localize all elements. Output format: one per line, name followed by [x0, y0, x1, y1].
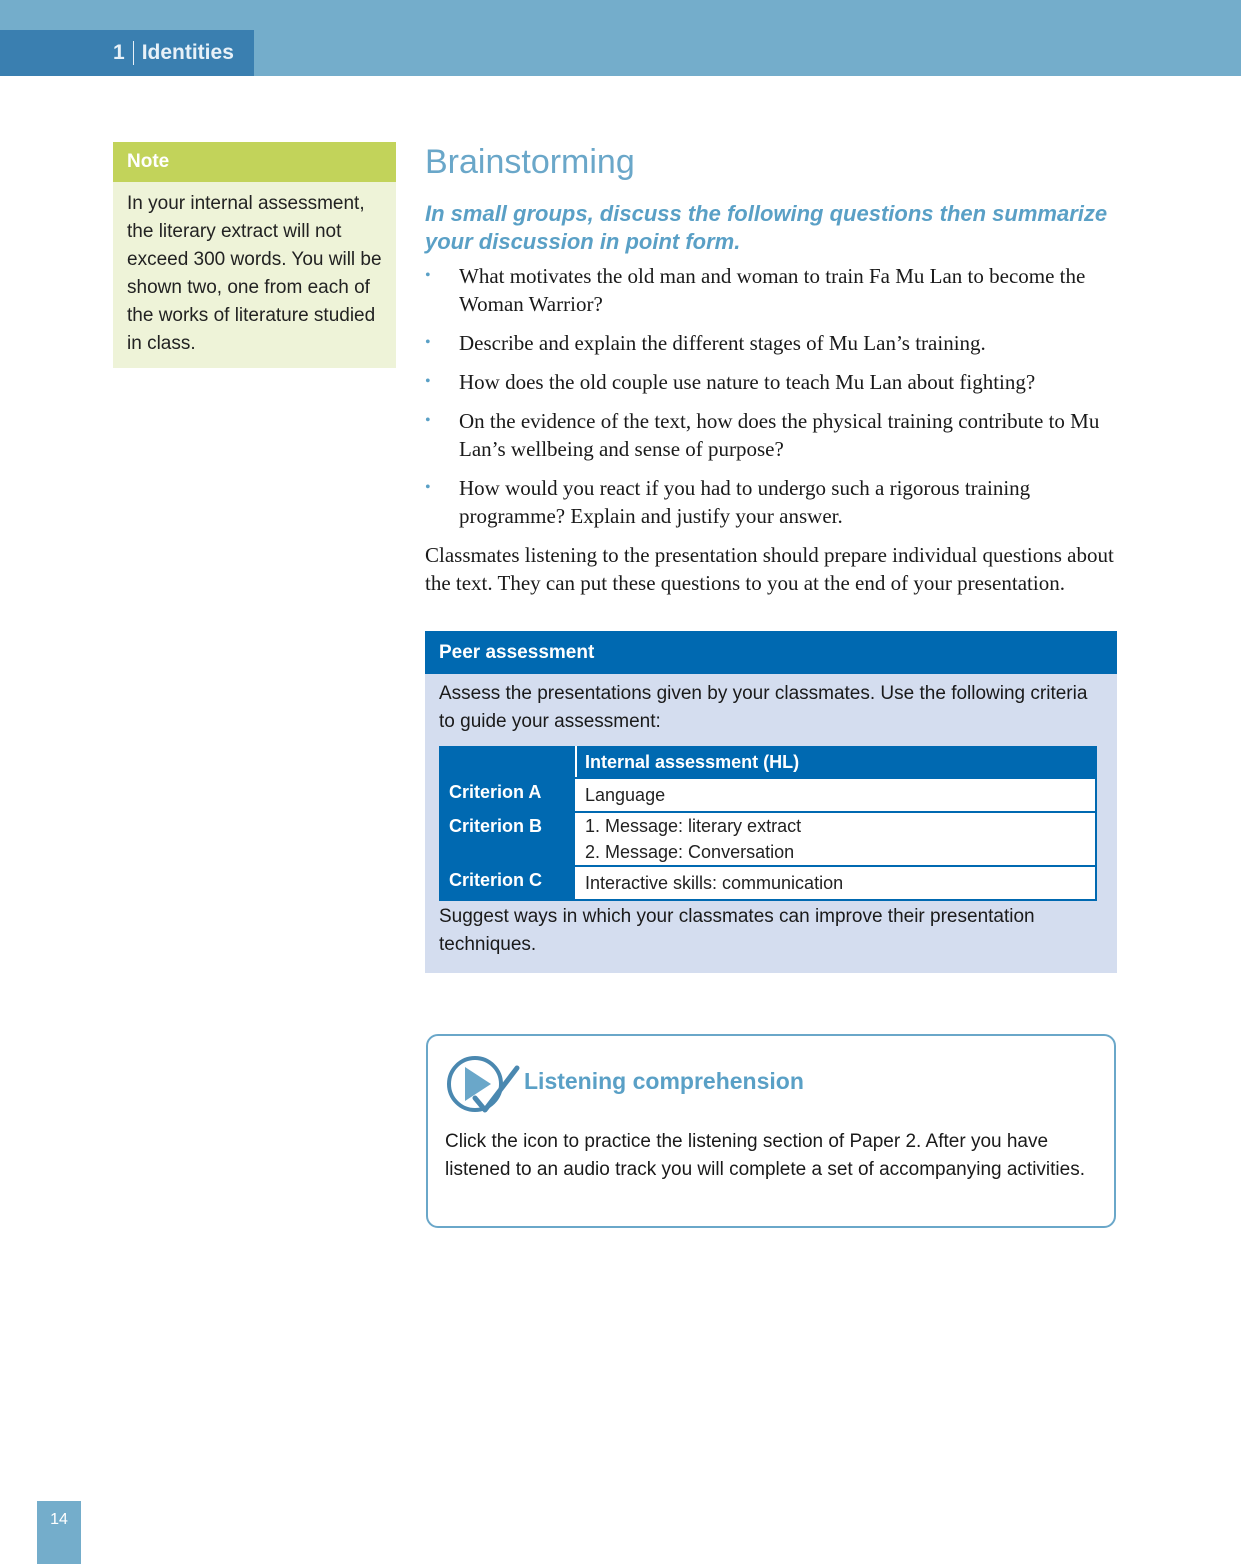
criterion-label: Criterion A [440, 778, 576, 812]
brainstorming-instruction: In small groups, discuss the following questions then summarize your discussion in point form. [425, 201, 1108, 254]
chapter-number: 1 [113, 41, 125, 64]
table-header: Internal assessment (HL) [576, 747, 1096, 778]
chapter-divider [133, 41, 134, 65]
peer-assessment-outro: Suggest ways in which your classmates can improve their presentation techniques. [439, 906, 1035, 955]
main-column [425, 130, 1117, 597]
list-item [425, 368, 1117, 396]
listening-title: Listening comprehension [524, 1068, 804, 1094]
question-text: How would you react if you had to undergo such a rigorous training programme? Explain and justify your answer. [459, 476, 1031, 528]
table-row [440, 778, 1096, 812]
bullet-icon: • [425, 479, 431, 496]
listening-box [426, 1034, 1116, 1228]
chapter-tab [0, 30, 254, 76]
list-item [425, 407, 1117, 463]
list-item [425, 474, 1117, 530]
chapter-title: Identities [141, 41, 234, 64]
criterion-line: 1. Message: literary extract [585, 816, 802, 836]
peer-assessment-intro: Assess the presentations given by your classmates. Use the following criteria to guide your assessment: [439, 683, 1088, 732]
criterion-value [576, 812, 1096, 866]
list-item [425, 329, 1117, 357]
question-text: Describe and explain the different stages of Mu Lan’s training. [459, 331, 986, 355]
criterion-line: Language [585, 785, 666, 805]
table-corner-cell [440, 747, 576, 778]
list-item [425, 262, 1117, 318]
page-number: 14 [37, 1501, 81, 1564]
criterion-value [576, 866, 1096, 900]
question-text: How does the old couple use nature to teach Mu Lan about fighting? [459, 370, 1036, 394]
criterion-line: Interactive skills: communication [585, 873, 844, 893]
play-check-icon[interactable] [445, 1054, 521, 1116]
criterion-line: 2. Message: Conversation [585, 842, 795, 862]
note-body: In your internal assessment, the literary extract will not exceed 300 words. You will be shown two, one from each of the works of literature studied in class. [127, 193, 382, 354]
criterion-label: Criterion C [440, 866, 576, 900]
criteria-table [439, 746, 1097, 901]
table-header-row [440, 747, 1096, 778]
question-list [425, 262, 1117, 530]
bullet-icon: • [425, 373, 431, 390]
peer-assessment-title: Peer assessment [425, 631, 1117, 674]
note-title: Note [113, 142, 396, 182]
note-box [113, 142, 396, 368]
criterion-label: Criterion B [440, 812, 576, 866]
table-row [440, 812, 1096, 866]
table-row [440, 866, 1096, 900]
question-text: On the evidence of the text, how does the physical training contribute to Mu Lan’s wellbeing and sense of purpose? [459, 409, 1100, 461]
criterion-value [576, 778, 1096, 812]
listening-body: Click the icon to practice the listening section of Paper 2. After you have listened to an audio track you will complete a set of accompanying activities. [445, 1131, 1085, 1180]
brainstorming-heading: Brainstorming [425, 143, 635, 181]
bullet-icon: • [425, 267, 431, 284]
question-text: What motivates the old man and woman to train Fa Mu Lan to become the Woman Warrior? [459, 264, 1086, 316]
bullet-icon: • [425, 334, 431, 351]
peer-assessment-box [425, 631, 1117, 973]
bullet-icon: • [425, 412, 431, 429]
brainstorming-paragraph: Classmates listening to the presentation should prepare individual questions about the text. They can put these questions to you at the end of your presentation. [425, 543, 1114, 595]
